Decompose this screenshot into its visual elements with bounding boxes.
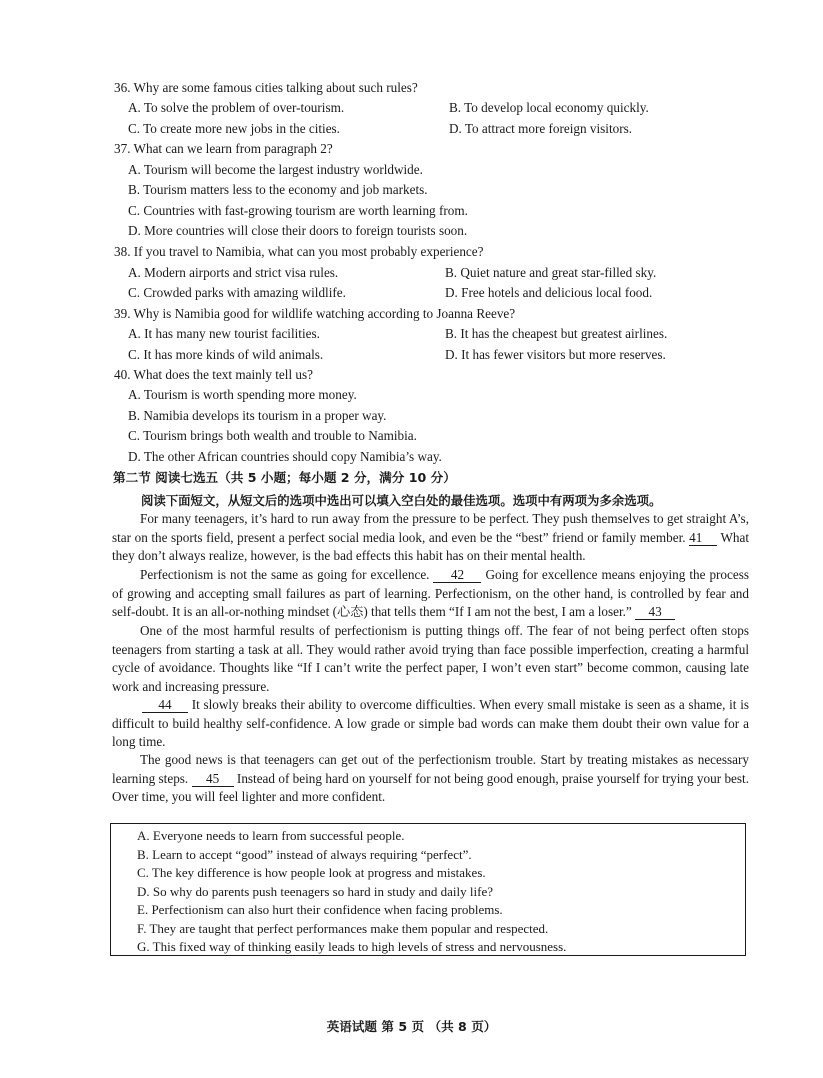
paragraph-2-text-end: Going for excellence means enjoying the process of growing and accepting small failures as part of learning. Perfectionism, on the other hand, is controlled by fear and self-doubt. It is an all-or-nothing mindset (心态) that tells them “If I am not the best, I am a loser.” xyxy=(112,567,749,620)
page-footer: 英语试题 第 5 页 （共 8 页） xyxy=(326,1019,497,1034)
options-box xyxy=(110,823,746,956)
question-39-option-a: A. It has many new tourist facilities. xyxy=(128,326,320,341)
question-39-option-b: B. It has the cheapest but greatest airlines. xyxy=(445,326,668,341)
question-38-option-c: C. Crowded parks with amazing wildlife. xyxy=(128,285,346,300)
question-40-option-b: B. Namibia develops its tourism in a proper way. xyxy=(128,408,387,423)
question-40-option-d: D. The other African countries should copy Namibia’s way. xyxy=(128,449,442,464)
paragraph-2-text: Perfectionism is not the same as going for excellence. xyxy=(140,567,434,582)
paragraph-3-text: One of the most harmful results of perfectionism is putting things off. The fear of not being perfect often stops teenagers from starting a task at all. They would rather avoid trying than face possible imperfection, creating a harmful cycle of avoidance. Thoughts like “If I can’t write the perfect paper, I won’t even start” become common, causing late work and increasing pressure. xyxy=(112,623,749,694)
question-36-stem: 36. Why are some famous cities talking about such rules? xyxy=(114,80,418,95)
blank-43: 43 xyxy=(635,605,675,620)
section-instructions: 阅读下面短文，从短文后的选项中选出可以填入空白处的最佳选项。选项中有两项为多余选项。 xyxy=(141,493,662,508)
question-40-stem: 40. What does the text mainly tell us? xyxy=(114,367,313,382)
passage-paragraph-3 xyxy=(112,622,749,696)
blank-44: 44 xyxy=(142,698,188,713)
question-38-stem: 38. If you travel to Namibia, what can you most probably experience? xyxy=(114,244,484,259)
question-37-option-c: C. Countries with fast-growing tourism are worth learning from. xyxy=(128,203,468,218)
option-f: F. They are taught that perfect performances make them popular and respected. xyxy=(137,920,549,936)
question-37-option-b: B. Tourism matters less to the economy and job markets. xyxy=(128,182,428,197)
option-g: G. This fixed way of thinking easily leads to high levels of stress and nervousness. xyxy=(137,939,567,954)
passage-paragraph-4 xyxy=(112,696,749,752)
paragraph-1-text-end: What they don’t always realize, however, is the bad effects this habit has on their mental health. xyxy=(112,529,749,564)
option-d: D. So why do parents push teenagers so hard in study and daily life? xyxy=(137,883,493,899)
passage-paragraph-5 xyxy=(112,751,749,807)
passage-paragraph-2 xyxy=(112,566,749,622)
question-38-option-d: D. Free hotels and delicious local food. xyxy=(445,285,653,300)
question-36-option-c: C. To create more new jobs in the cities. xyxy=(128,121,340,136)
paragraph-1-text: For many teenagers, it’s hard to run away from the pressure to be perfect. They push themselves to get straight A’s, star on the sports field, present a perfect social media look, and even be the “best” friend or family member. xyxy=(112,511,749,545)
question-39-option-c: C. It has more kinds of wild animals. xyxy=(128,347,324,362)
question-40-option-a: A. Tourism is worth spending more money. xyxy=(128,387,357,402)
question-39-stem: 39. Why is Namibia good for wildlife watching according to Joanna Reeve? xyxy=(114,306,516,321)
blank-45: 45 xyxy=(192,772,234,787)
question-40-option-c: C. Tourism brings both wealth and trouble to Namibia. xyxy=(128,428,417,443)
question-37-stem: 37. What can we learn from paragraph 2? xyxy=(114,141,333,156)
question-38-option-b: B. Quiet nature and great star-filled sky. xyxy=(445,265,657,280)
question-36-option-a: A. To solve the problem of over-tourism. xyxy=(128,100,345,115)
option-e: E. Perfectionism can also hurt their confidence when facing problems. xyxy=(137,902,503,917)
blank-42: 42 xyxy=(433,568,481,583)
question-39-option-d: D. It has fewer visitors but more reserves. xyxy=(445,347,666,362)
question-37-option-a: A. Tourism will become the largest industry worldwide. xyxy=(128,162,423,177)
question-36-option-b: B. To develop local economy quickly. xyxy=(449,100,649,115)
paragraph-5-text: The good news is that teenagers can get out of the perfectionism trouble. Start by treating mistakes as necessary learning steps. xyxy=(112,752,749,786)
paragraph-4-text: It slowly breaks their ability to overcome difficulties. When every small mistake is seen as a shame, it is difficult to build healthy self-confidence. A low grade or simple bad words can make them doubt their own value for a long time. xyxy=(112,697,749,750)
question-38-option-a: A. Modern airports and strict visa rules. xyxy=(128,265,339,280)
option-c: C. The key difference is how people look at progress and mistakes. xyxy=(137,865,486,880)
blank-41: 41 xyxy=(689,531,717,546)
question-36-option-d: D. To attract more foreign visitors. xyxy=(449,121,633,136)
passage-paragraph-1 xyxy=(112,510,749,566)
section-title: 第二节 阅读七选五（共 5 小题；每小题 2 分，满分 10 分） xyxy=(113,470,456,485)
option-a: A. Everyone needs to learn from successful people. xyxy=(137,828,405,843)
option-b: B. Learn to accept “good” instead of always requiring “perfect”. xyxy=(137,846,472,862)
question-37-option-d: D. More countries will close their doors to foreign tourists soon. xyxy=(128,223,468,238)
paragraph-5-text-end: Instead of being hard on yourself for not being good enough, praise yourself for trying your best. Over time, you will feel lighter and more confident. xyxy=(112,770,749,805)
